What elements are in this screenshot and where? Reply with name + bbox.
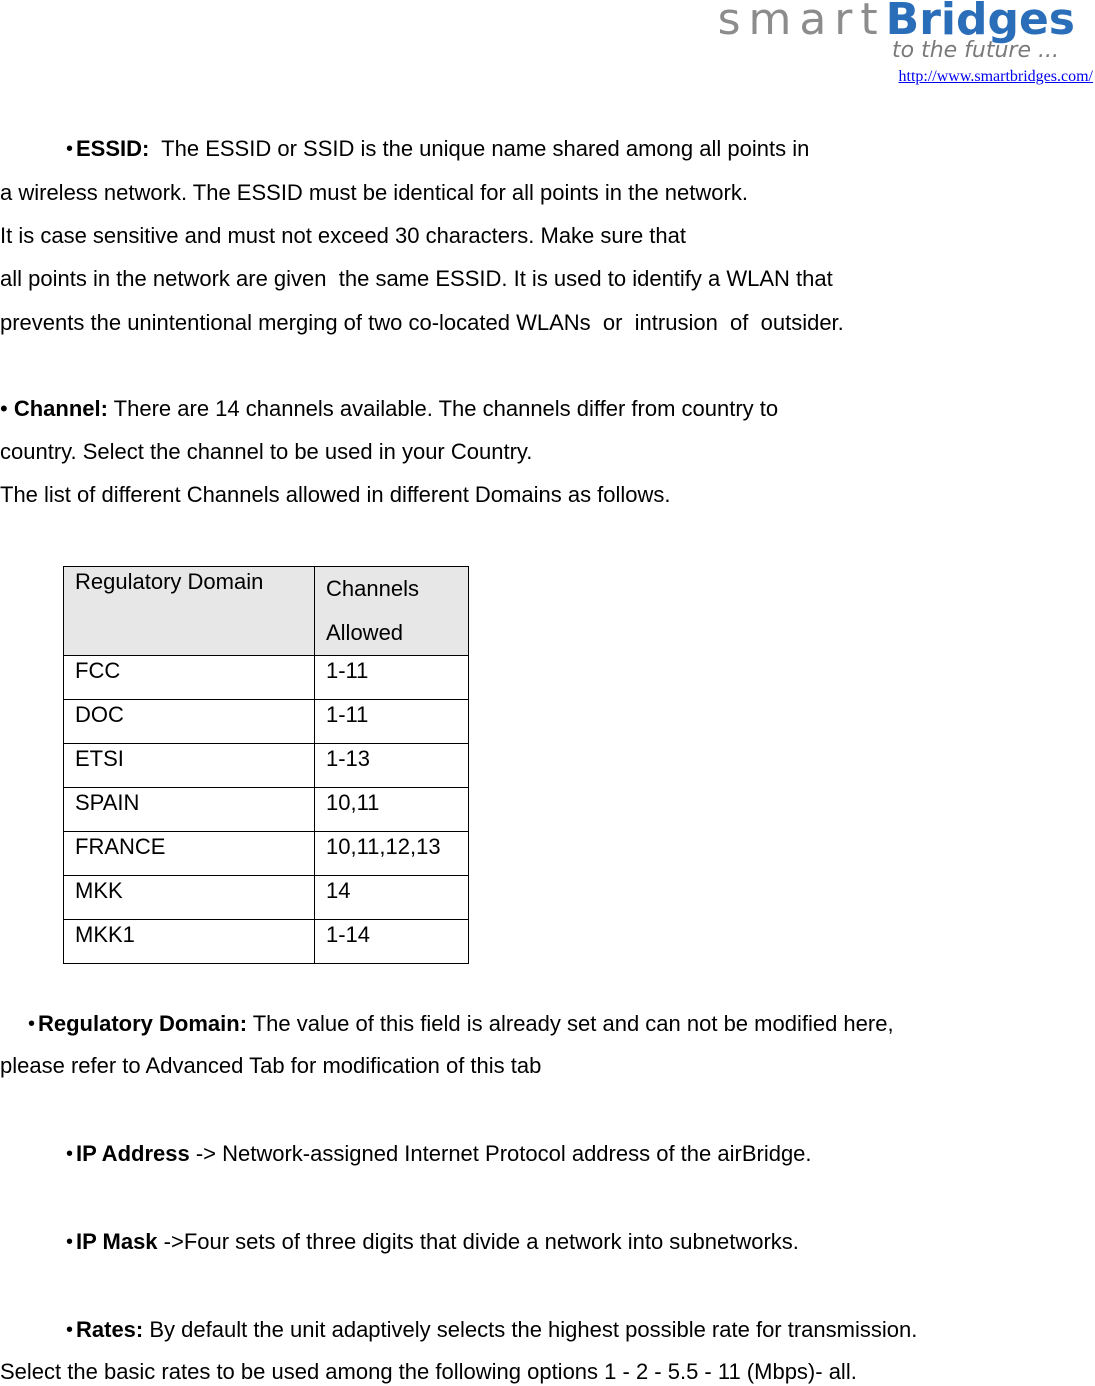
logo-tagline: to the future ... — [892, 38, 1059, 63]
table-row: DOC 1-11 — [64, 700, 469, 744]
table-header-row — [64, 567, 469, 656]
table-row: FRANCE 10,11,12,13 — [64, 832, 469, 876]
rates-label: Rates: — [76, 1317, 144, 1342]
essid-line-1: ESSID: The ESSID or SSID is the unique name shared among all points in — [76, 136, 810, 161]
regdomain-bullet: • — [28, 1013, 36, 1035]
rates-line-1: Rates: By default the unit adaptively selects the highest possible rate for transmission. — [76, 1317, 918, 1342]
essid-line-3: It is case sensitive and must not exceed 30 characters. Make sure that — [0, 223, 687, 248]
channel-line-3: The list of different Channels allowed in different Domains as follows. — [0, 482, 671, 507]
regulatory-domain-table — [63, 566, 469, 964]
channel-label: Channel: — [13, 396, 108, 421]
channel-line-2: country. Select the channel to be used in your Country. — [0, 439, 533, 464]
essid-line-5: prevents the unintentional merging of two co-located WLANs or intrusion of outsider. — [0, 310, 844, 335]
ipaddress-bullet: • — [66, 1143, 74, 1165]
header-regulatory-domain: Regulatory Domain — [64, 567, 315, 656]
ipaddress-label: IP Address — [76, 1141, 190, 1166]
table-row: FCC 1-11 — [64, 656, 469, 700]
ipmask-line: IP Mask ->Four sets of three digits that divide a network into subnetworks. — [76, 1229, 799, 1254]
rates-line-2: Select the basic rates to be used among the following options 1 - 2 - 5.5 - 11 (Mbps)- all. — [0, 1359, 857, 1384]
essid-line-4: all points in the network are given the same ESSID. It is used to identify a WLAN that — [0, 266, 833, 291]
header-channels-allowed: Channels Allowed — [315, 567, 469, 656]
table-row: ETSI 1-13 — [64, 744, 469, 788]
essid-bullet: • — [66, 138, 74, 160]
table-row: SPAIN 10,11 — [64, 788, 469, 832]
table-row: MKK 14 — [64, 876, 469, 920]
essid-label: ESSID: — [76, 136, 150, 161]
logo-wordmark: smartBridges — [717, 0, 1075, 45]
regdomain-line-1: Regulatory Domain: The value of this field is already set and can not be modified here, — [38, 1011, 894, 1036]
regdomain-line-2: please refer to Advanced Tab for modification of this tab — [0, 1053, 542, 1078]
ipmask-bullet: • — [66, 1231, 74, 1253]
ipaddress-line: IP Address -> Network-assigned Internet Protocol address of the airBridge. — [76, 1141, 812, 1166]
ipmask-label: IP Mask — [76, 1229, 158, 1254]
channel-line-1: • Channel: There are 14 channels available. The channels differ from country to — [0, 396, 779, 421]
table-row: MKK1 1-14 — [64, 920, 469, 964]
essid-line-2: a wireless network. The ESSID must be identical for all points in the network. — [0, 180, 748, 205]
regdomain-label: Regulatory Domain: — [38, 1011, 248, 1036]
website-link[interactable]: http://www.smartbridges.com/ — [898, 68, 1093, 85]
rates-bullet: • — [66, 1319, 74, 1341]
